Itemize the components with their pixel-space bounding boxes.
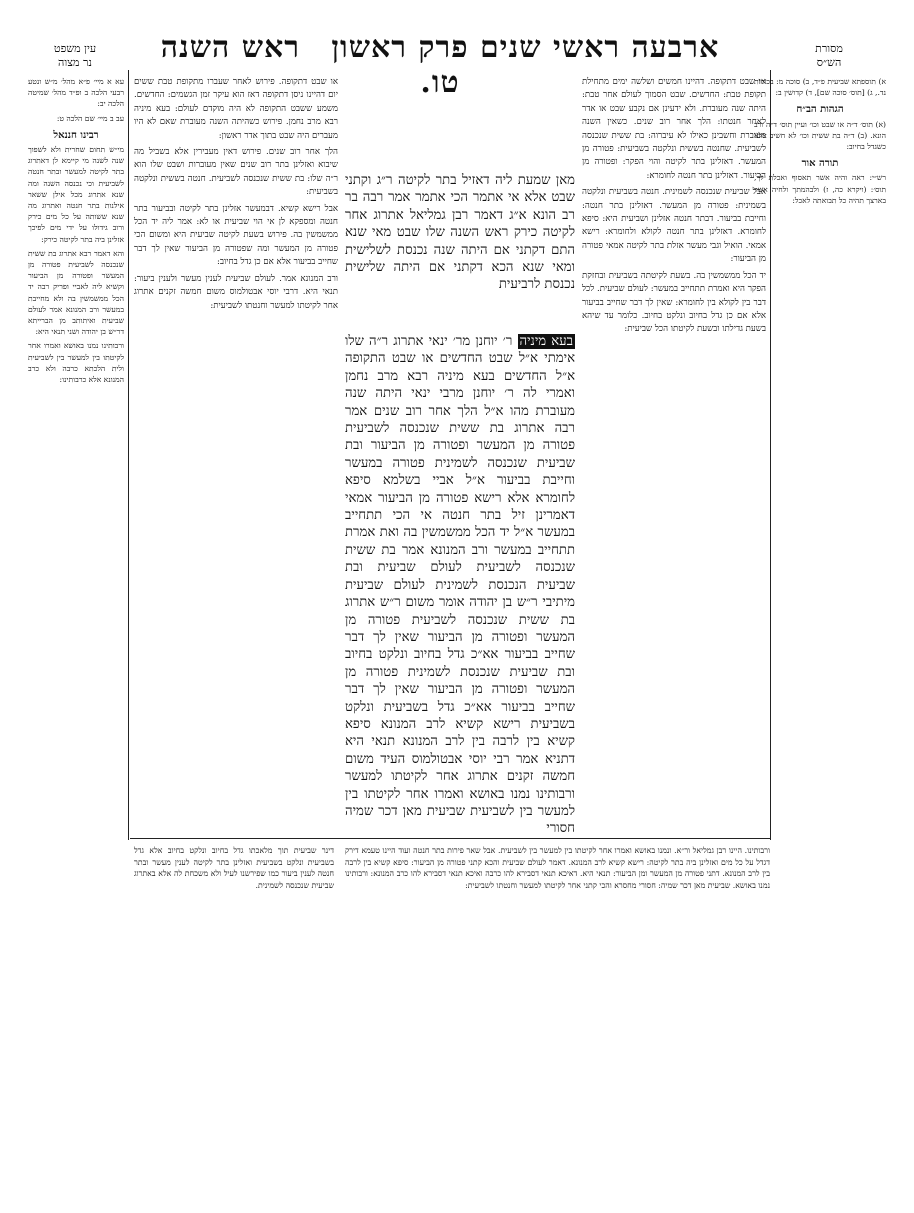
- tosafot-paragraph: או שבט דתקופה. פירוש לאחר שעברו מתקופת טבת ששים יום דהיינו ניסן דתקופה דאז הוא עיקר זמן הגשמים: החדשים. משמע ששבט התקופה לא היה מוקדם לעולם: בעא מיניה רבא מרב נחמן. פירוש כשהיתה השנה מעוברת שאם לא היו מעברים היה שבט בתוך אדר ראשון:: [134, 77, 338, 141]
- footer-left-body: דינר שביעית תוך מלאכתו גדל בחיוב ונלקט בחיוב אלא גדל בשביעית ונלקט בשביעית ואזלינן בתר לקיטה לענין מעשר ובתר חנטה לענין ביעור כמו שפירשנו לעיל ולא משכחת לה אלא באתרוג שביעית שנכנסה לשמינית.: [134, 846, 334, 890]
- torah-or-text: רש״י: ראה והיה אשר תאסוף ואכלת לך, תוס׳: (ויקרא כה, ז) ולבהמתך ולחיה אשר בארצך תהיה כל תבואתה לאכל:: [754, 173, 886, 205]
- rabbeinu-chananel-paragraph: ורבותינו נמנו באושא ואמרו אחר לקיטתו בין למעשר בין לשביעית ולית הלכתא כרבה ולא כרב המנונא אלא כרבותינו:: [28, 341, 124, 385]
- hagahot-title: הגהות הב״ח: [796, 104, 844, 116]
- gemara-main-text: ר׳ יוחנן מר׳ ינאי אתרוג ר״ה שלו אימתי א״ל שבט החדשים או שבט התקופה א״ל החדשים בעא מיניה רבא מרב נחמן ואמרי לה ר׳ יוחנן מרבי ינאי היתה שנה מעוברת מהו א״ל הלך אחר רוב שנים אמר רבה אתרוג בת ששית שנכנסה לשביעית פטורה מן המעשר ופטורה מן הביעור ובת שביעית שנכנסה לשמינית פטורה במעשר וחייבת בביעור א״ל אביי בשלמא סיפא לחומרא אלא רישא פטורה מן הביעור אמאי דאמרינן זיל בתר חנטה אי הכי תתחייב במעשר א״ל יד הכל ממשמשין בה ואת אמרת תתחייב במעשר ורב המנונא אמר בת ששית שנכנסה לשביעית לעולם שביעית ובת שביעית הנכנסת לשמינית לעולם שביעית מיתיבי ר״ש בן יהודה אומר משום ר״ש אתרוג בת ששית שנכנסה לשביעית פטורה מן המעשר ופטורה מן הביעור שאין לך דבר שחייב בביעור אא״כ גדל בחיוב ונלקט בחיוב ובת שביעית שנכנסת לשמינית פטורה מן המעשר ופטורה מן הביעור שאין לך דבר שחייב בביעור אא״כ גדל בשביעית ונלקט בשביעית רישא קשיא לרב המנונא סיפא קשיא בין לרבה בין לרב המנונא תנאי היא דתניא אמר רבי יוסי אבטולמוס העיד משום חמשה זקנים אתרוג אחר לקיטתו למעשר ורבותינו נמנו באושא ואמרו אחר לקיטתו בין למעשר בין לשביעית שביעית מאן דכר שמיה חסורי: [345, 334, 575, 837]
- footer-main-text: [345, 845, 770, 1175]
- footer-left-text: [134, 845, 334, 1175]
- chapter-title: ארבעה ראשי שנים פרק ראשון: [331, 30, 720, 65]
- ner-mitzvah-title: נר מצוה: [58, 56, 92, 69]
- footer-main-body: ורבותינו. היינו רבן גמליאל ור״א. ונמנו באושא ואמרו אחר לקיטתו בין למעשר בין לשביעית. אבל שאר פירות בתר חנטה ועוד היינו טעמא דירק דגדל על כל מים ואזלינן ביה בתר לקיטה: רישא קשיא לרב המנונא. דאמר לעולם שביעית והכא קתני פטורה מן הביעור: סיפא קשיא בין לרבה בין לרב המנונא. דתני פטורה מן המעשר ומן הביעור: תנאי היא. דאיכא תנאי דסבירא להו כרבה ואיכא תנאי דסבירא להו כרב המנונא: ורבותינו נמנו באושא. שביעית מאן דכר שמיה: חסורי מחסרא והכי קתני אחר לקיטתו למעשר וחנטתו לשביעית:: [345, 846, 770, 890]
- masoret-title: מסורת: [815, 42, 843, 55]
- rashi-column: [582, 76, 766, 836]
- folio-number: טו.: [420, 65, 460, 100]
- gemara-main: [345, 333, 575, 837]
- tosafot-paragraph: הלך אחר רוב שנים. פירוש דאין מעבירין אלא בשביל מה שיבוא ואזלינן בתר רוב שנים שאין מעוברות ושבט שלו הוא ר״ה שלו: בת ששית שנכנסה לשביעית. חנטה בששית ונלקטה בשביעית:: [134, 147, 338, 198]
- gemara-top: [345, 172, 575, 332]
- rashi-paragraph: או שבט דתקופה. דהיינו חמשים ושלשה ימים מתחילת תקופת טבת: החדשים. שבט הסמוך לעולם אחר טבת: היתה שנה מעוברת. ולא ידעינן אם נקבע שבט או אדר לאחר חנטתו: הלך אחר רוב שנים. כשאין השנה מעוברת וחשבינן כאילו לא עיברוה: בת ששית שנכנסה לשביעית. שחנטה בששית ונלקטה בשביעית: פטורה מן המעשר. דאזלינן בתר לקיטה והוי הפקר: ופטורה מן הביעור. דאזלינן בתר חנטה לחומרא:: [582, 77, 766, 181]
- ein-mishpat-entry: עא א מיי׳ פ״א מהל׳ מ״ש ונטע רבעי הלכה ב ופ״ד מהל׳ שמיטה הלכה יב:: [28, 77, 124, 109]
- rashi-paragraph: יד הכל ממשמשין בה. בשעת לקיטתה בשביעית ובחזקת הפקר היא ואמרת תתחייב במעשר: לעולם שביעית. לכל דבר בין לקולא בין לחומרא: שאין לך דבר שחייב בביעור אלא אם כן גדל בחיוב ונלקט בחיוב. כלומר עד שיהא בשעת גדילתו ובשעת לקיטתו הכל שביעית:: [582, 270, 766, 335]
- masoret-column: [754, 76, 886, 836]
- gemara-top-text: מאן שמעת ליה דאזיל בתר לקיטה ר״ג וקתני שבט אלא אי אתמר הכי אתמר אמר רבה בר רב הונא א״ג דאמר רבן גמליאל אתרוג אחר לקיטה כירק ראש השנה שלו שבט מאי שנא התם דקתני אם היתה שנה נכנסת לשלישית ומאי שנא הכא דקתני אם היתה שלישית נכנסת לרביעית: [345, 173, 575, 293]
- left-margin-column: [28, 76, 124, 836]
- hashas-title: הש״ס: [816, 56, 842, 69]
- ein-mishpat-entry: עב ב מיי׳ שם הלכה ט:: [56, 113, 124, 123]
- masoret-text: א) תוספתא שביעית פ״ד, ב) סוכה מ: בכורות נד., ג) [תוס׳ סוכה שם], ד) קדושין ב:: [754, 77, 886, 98]
- gemara-highlight: בעא מיניה: [519, 334, 573, 349]
- ein-mishpat-title: עין משפט: [53, 42, 97, 55]
- rabbeinu-chananel-paragraph: והא דאמר רבא אתרוג בת ששית שנכנסה לשביעית פטורה מן המעשר ופטורה מן הביעור וקשיא ליה לאביי ופריק רבה יד הכל ממשמשין בה ולא מחייבת במעשר ורב המנונא אמר לעולם שביעית ואיתותב מן הברייתא דר״ש בן יהודה ושני תנאי היא:: [28, 248, 124, 337]
- page-header: [130, 30, 750, 100]
- tosafot-paragraph: אבל רישא קשיא. דבמעשר אזלינן בתר לקיטה ובביעור בתר חנטה ומספקא לן אי הוי שביעית או לא: אמר ליה יד הכל ממשמשין בה. פירוש בשעת לקיטה שביעית היא ומשום הכי פטורה מן המעשר ומה שפטורה מן הביעור שאין לך דבר שחייב בביעור אלא אם כן גדל בחיוב:: [134, 203, 338, 268]
- torah-or-title: תורה אור: [801, 158, 839, 170]
- section-divider: [130, 838, 770, 839]
- rabbeinu-chananel-paragraph: מי״ש תחום שחרית ולא לשפוך שנה לשנה מי קיימא לן דאתרוג בתר לקיטה למעשר ובתר חנטה לשביעית וכי נכנסה השנה ומה שנא אתרוג מכל אילן ששאר אילנות בתר חנטה ואתרוג מה שנא ששותה על כל מים כירק ורוב גידולו על ידי מים לפיכך אזלינן ביה בתר לקיטה כירק:: [28, 145, 124, 244]
- tosafot-paragraph: ורב המנונא אמר. לעולם שביעית לענין מעשר ולענין ביעור: תנאי היא. דרבי יוסי אבטולמוס משום חמשה זקנים אתרוג אחר לקיטתו למעשר וחנטתו לשביעית:: [134, 273, 338, 311]
- tosafot-column: [134, 76, 338, 836]
- tractate-title: ראש השנה: [160, 30, 300, 65]
- hagahot-text: (א) תוס׳ ד״ה או שבט וכו׳ ועיין תוס׳ ד״ה ורב הונא. (ב) ד״ה בת ששית וכו׳ לא חשיב אלא כשגדל בחיוב:: [754, 119, 886, 152]
- column-divider: [128, 70, 129, 840]
- rabbeinu-chananel-title: רבינו חננאל: [53, 129, 99, 141]
- rashi-paragraph: אבל שביעית שנכנסה לשמינית. חנטה בשביעית ונלקטה בשמינית: פטורה מן המעשר. דאזלינן בתר חנטה: וחייבת בביעור. דבתר חנטה אזלינן ושביעית היא: סיפא לחומרא. דאזלינן בתר חנטה לקולא ולחומרא: רישא אמאי. הואיל וגבי מעשר אזלת בתר לקיטה אמאי פטורה מן הביעור:: [582, 187, 766, 265]
